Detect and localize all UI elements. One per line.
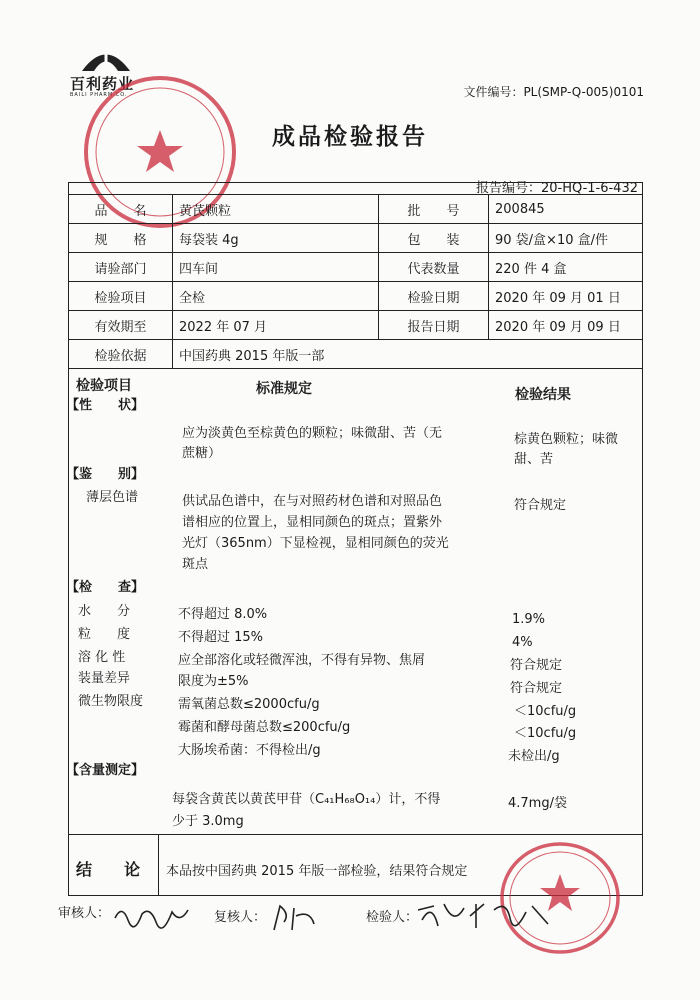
- mold-result: ＜10cfu/g: [514, 726, 577, 741]
- jianbie-standard-3: 光灯（365nm）下显检视，显相同颜色的荧光: [182, 536, 449, 551]
- hanliang-standard-1: 每袋含黄芪以黄芪甲苷（C₄₁H₆₈O₁₄）计，不得: [172, 792, 441, 807]
- test-date-label: 检验日期: [379, 282, 489, 311]
- dept-label: 请验部门: [69, 253, 173, 282]
- hanliang-result: 4.7mg/袋: [508, 796, 567, 811]
- table-row: [69, 282, 643, 311]
- conclusion-text: 本品按中国药典 2015 年版一部检验，结果符合规定: [166, 864, 468, 879]
- load-result: 符合规定: [510, 681, 563, 696]
- spec-value: 每袋装 4g: [173, 224, 379, 253]
- test-date-value: 2020 年 09 月 01 日: [489, 282, 643, 311]
- header-standard: 标准规定: [256, 381, 312, 397]
- aerobic-standard: 需氧菌总数≤2000cfu/g: [178, 697, 320, 712]
- document-number: 文件编号：PL(SMP-Q-005)0101: [463, 85, 644, 99]
- inspector-label: 检验人：: [366, 910, 419, 925]
- xingzhuang-result-2: 甜、苦: [514, 452, 554, 467]
- qty-label: 代表数量: [379, 253, 489, 282]
- conclusion-label: 结 论: [76, 860, 141, 879]
- jianbie-standard-4: 斑点: [182, 557, 209, 572]
- ecoli-standard: 大肠埃希菌：不得检出/g: [178, 743, 321, 758]
- table-row: [69, 253, 643, 282]
- section-xingzhuang: 【性 状】: [66, 398, 145, 413]
- qty-value: 220 件 4 盒: [489, 253, 643, 282]
- inspector-signature: [414, 896, 554, 934]
- sol-item: 溶 化 性: [78, 650, 126, 665]
- name-value: 黄芪颗粒: [173, 195, 379, 224]
- basis-value: 中国药典 2015 年版一部: [173, 340, 643, 369]
- table-row: [69, 311, 643, 340]
- name-label: 品 名: [69, 195, 173, 224]
- header-item: 检验项目: [76, 378, 132, 394]
- pack-label: 包 装: [379, 224, 489, 253]
- size-standard: 不得超过 15%: [178, 630, 264, 645]
- water-standard: 不得超过 8.0%: [178, 607, 268, 622]
- sol-standard: 应全部溶化或轻微浑浊，不得有异物、焦屑: [178, 653, 426, 668]
- logo-text: 百利药业: [70, 75, 135, 93]
- expiry-label: 有效期至: [69, 311, 173, 340]
- table-row: [69, 195, 643, 224]
- batch-label: 批 号: [379, 195, 489, 224]
- water-item: 水 分: [78, 604, 131, 619]
- logo-subtext: BAILI PHARM.CO.: [70, 92, 128, 98]
- xingzhuang-standard-1: 应为淡黄色至棕黄色的颗粒；味微甜、苦（无: [182, 426, 443, 441]
- jianbie-standard-1: 供试品色谱中，在与对照药材色谱和对照品色: [182, 494, 443, 509]
- jianbie-item: 薄层色谱: [86, 490, 139, 505]
- xingzhuang-standard-2: 蔗糖）: [182, 446, 222, 461]
- conclusion-column-divider: [158, 834, 159, 896]
- micro-item: 微生物限度: [78, 694, 144, 709]
- report-title: 成品检验报告: [272, 124, 428, 150]
- section-hanliang: 【含量测定】: [66, 763, 145, 778]
- rechecker-label: 复核人：: [214, 910, 267, 925]
- header-result: 检验结果: [515, 387, 571, 403]
- jianbie-standard-2: 谱相应的位置上，显相同颜色的斑点；置紫外: [182, 515, 443, 530]
- logo-mark-icon: [80, 46, 132, 72]
- size-result: 4%: [512, 635, 533, 650]
- batch-value: 200845: [489, 195, 643, 224]
- mold-standard: 霉菌和酵母菌总数≤200cfu/g: [178, 720, 351, 735]
- basis-label: 检验依据: [69, 340, 173, 369]
- load-item: 装量差异: [78, 671, 131, 686]
- reviewer-signature: [112, 900, 192, 930]
- report-date-value: 2020 年 09 月 09 日: [489, 311, 643, 340]
- section-jianbie: 【鉴 别】: [66, 467, 145, 482]
- table-row: [69, 224, 643, 253]
- item-value: 全检: [173, 282, 379, 311]
- rechecker-signature: [270, 900, 320, 934]
- dept-value: 四车间: [173, 253, 379, 282]
- table-row: [69, 340, 643, 369]
- conclusion-divider: [68, 834, 643, 835]
- ecoli-result: 未检出/g: [508, 749, 560, 764]
- sol-result: 符合规定: [510, 658, 563, 673]
- expiry-value: 2022 年 07 月: [173, 311, 379, 340]
- size-item: 粒 度: [78, 627, 131, 642]
- load-standard: 限度为±5%: [178, 674, 249, 689]
- jianbie-result: 符合规定: [514, 498, 567, 513]
- report-date-label: 报告日期: [379, 311, 489, 340]
- hanliang-standard-2: 少于 3.0mg: [172, 814, 244, 829]
- report-number: 报告编号：20-HQ-1-6-432: [475, 181, 638, 196]
- pack-value: 90 袋/盒×10 盒/件: [489, 224, 643, 253]
- xingzhuang-result-1: 棕黄色颗粒；味微: [514, 432, 619, 447]
- aerobic-result: ＜10cfu/g: [514, 704, 577, 719]
- water-result: 1.9%: [512, 612, 546, 627]
- info-table: [68, 194, 643, 369]
- reviewer-label: 审核人：: [58, 906, 111, 921]
- item-label: 检验项目: [69, 282, 173, 311]
- section-jiancha: 【检 查】: [66, 580, 145, 595]
- spec-label: 规 格: [69, 224, 173, 253]
